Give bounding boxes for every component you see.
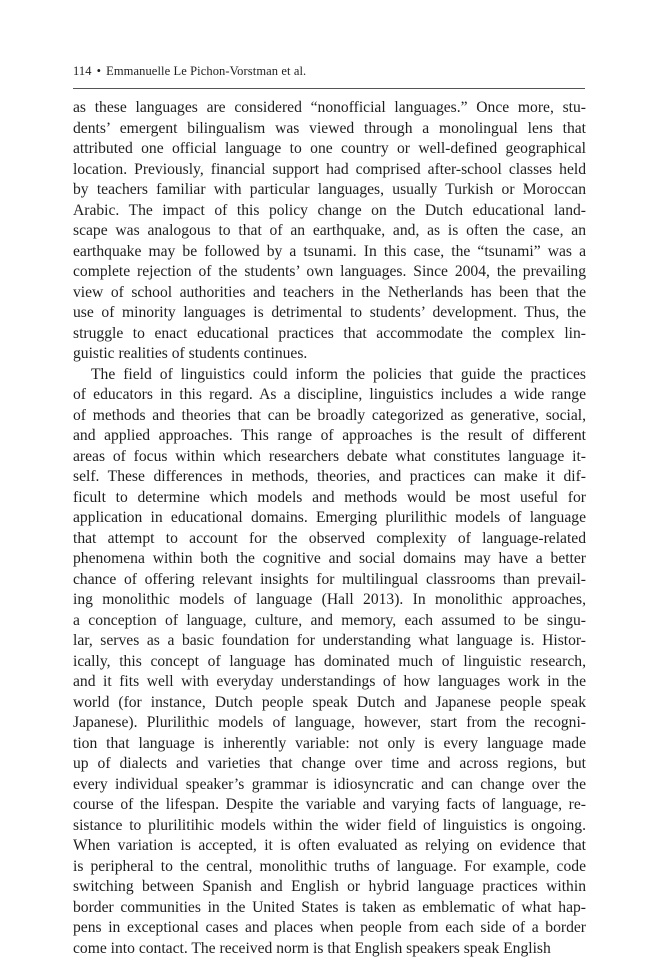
text-line: and it fits well with everyday understandings of how languages work in the <box>73 673 586 690</box>
text-line: come into contact. The received norm is that English speakers speak English <box>73 939 551 957</box>
body-text <box>73 98 586 959</box>
text-line: and applied approaches. This range of approaches is the result of different <box>73 427 586 444</box>
paragraph <box>73 98 586 365</box>
text-line: areas of focus within which researchers debate what constitutes language it- <box>73 447 586 465</box>
text-line: by teachers familiar with particular languages, usually Turkish or Moroccan <box>73 181 586 198</box>
text-line: self. These differences in methods, theories, and practices can make it dif- <box>73 468 586 485</box>
text-line: of educators in this regard. As a discipline, linguistics includes a wide range <box>73 386 586 403</box>
text-line: view of school authorities and teachers in the Netherlands has been that the <box>73 283 586 301</box>
text-line: is peripheral to the central, monolithic truths of language. For example, code <box>73 857 586 875</box>
text-line: lar, serves as a basic foundation for understanding what language is. Histor- <box>73 632 586 649</box>
text-line: every individual speaker’s grammar is idiosyncratic and can change over the <box>73 775 586 793</box>
text-line: scape was analogous to that of an earthquake, and, as is often the case, an <box>73 222 586 239</box>
text-line: as these languages are considered “nonofficial languages.” Once more, stu- <box>73 99 586 116</box>
text-line: border communities in the United States is taken as emblematic of what hap- <box>73 898 586 916</box>
text-line: that attempt to account for the observed complexity of language-related <box>73 529 586 547</box>
running-head-author: Emmanuelle Le Pichon-Vorstman et al. <box>106 64 307 78</box>
header-separator: • <box>96 64 102 78</box>
text-line: ficult to determine which models and methods would be most useful for <box>73 488 586 506</box>
text-line: earthquake may be followed by a tsunami. In this case, the “tsunami” was a <box>73 242 586 260</box>
text-line: location. Previously, financial support had comprised after-school classes held <box>73 160 586 178</box>
text-line: attributed one official language to one country or well-defined geographical <box>73 140 586 157</box>
text-line: ically, this concept of language has dominated much of linguistic research, <box>73 652 586 670</box>
text-line: application in educational domains. Emerging plurilithic models of language <box>73 509 586 526</box>
text-line: struggle to enact educational practices that accommodate the complex lin- <box>73 324 586 342</box>
text-line: pens in exceptional cases and places when people from each side of a border <box>73 919 586 936</box>
text-line: When variation is accepted, it is often evaluated as relying on evidence that <box>73 837 586 854</box>
text-line: chance of offering relevant insights for multilingual classrooms than prevail- <box>73 570 586 588</box>
running-header <box>73 64 306 79</box>
text-line: of methods and theories that can be broadly categorized as generative, social, <box>73 406 586 424</box>
text-line: course of the lifespan. Despite the variable and varying facts of language, re- <box>73 796 586 813</box>
text-line: world (for instance, Dutch people speak Dutch and Japanese people speak <box>73 693 586 711</box>
text-line: guistic realities of students continues. <box>73 345 308 362</box>
text-line: Japanese). Plurilithic models of language, however, start from the recogni- <box>73 714 586 731</box>
text-line: sistance to plurilitihic models within the wider field of linguistics is ongoing. <box>73 816 586 834</box>
text-line: a conception of language, culture, and memory, each assumed to be singu- <box>73 611 586 629</box>
page-number: 114 <box>73 64 92 78</box>
text-line: up of dialects and varieties that change over time and across regions, but <box>73 755 586 772</box>
text-line: Arabic. The impact of this policy change on the Dutch educational land- <box>73 201 586 219</box>
header-rule <box>73 88 585 89</box>
text-line: ing monolithic models of language (Hall 2013). In monolithic approaches, <box>73 591 586 608</box>
text-line: tion that language is inherently variable: not only is every language made <box>73 734 586 752</box>
text-line: phenomena within both the cognitive and social domains may have a better <box>73 550 586 567</box>
text-line: The field of linguistics could inform the policies that guide the practices <box>91 365 586 383</box>
paragraph <box>73 365 586 960</box>
text-line: complete rejection of the students’ own languages. Since 2004, the prevailing <box>73 263 586 280</box>
text-line: dents’ emergent bilingualism was viewed through a monolingual lens that <box>73 119 586 137</box>
text-line: use of minority languages is detrimental to students’ development. Thus, the <box>73 304 586 321</box>
text-line: switching between Spanish and English or hybrid language practices within <box>73 878 586 895</box>
